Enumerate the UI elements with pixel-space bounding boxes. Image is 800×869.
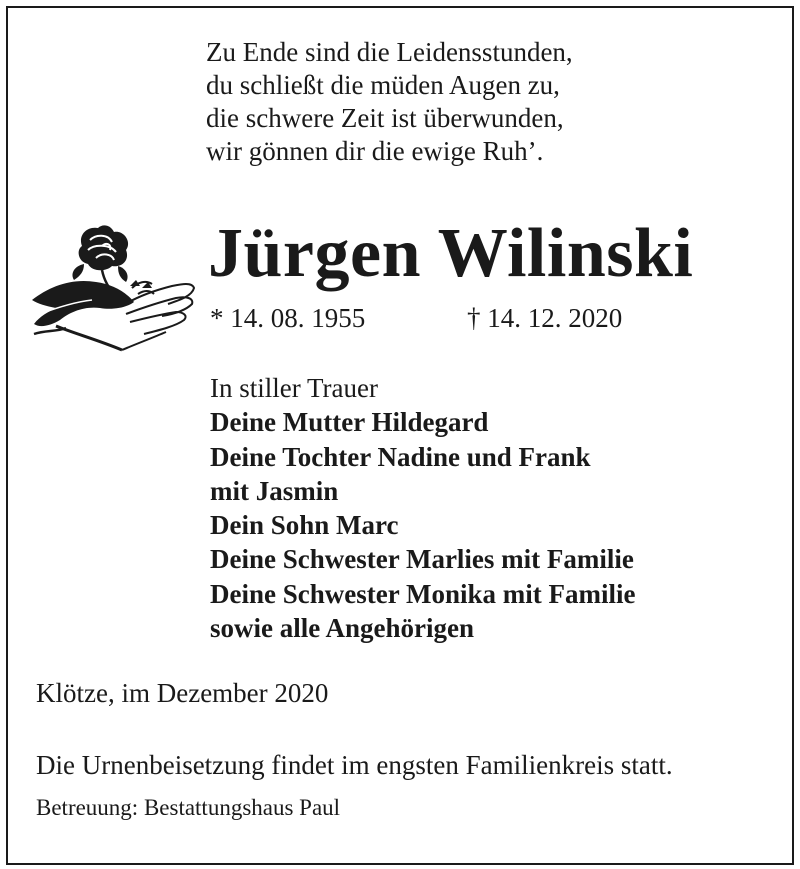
mourners-list <box>210 371 635 645</box>
death-date: † 14. 12. 2020 <box>467 303 623 333</box>
mourner: mit Jasmin <box>210 475 339 506</box>
mourner: Deine Schwester Monika mit Familie <box>210 578 636 609</box>
mourner: Deine Mutter Hildegard <box>210 407 489 438</box>
mourner: sowie alle Angehörigen <box>210 613 474 644</box>
mourner: Dein Sohn Marc <box>210 510 399 541</box>
mourners-intro: In stiller Trauer <box>210 373 378 403</box>
burial-note: Die Urnenbeisetzung findet im engsten Familienkreis statt. <box>36 750 673 780</box>
poem-line: du schließt die müden Augen zu, <box>206 70 560 100</box>
poem-line: Zu Ende sind die Leidensstunden, <box>206 37 573 67</box>
poem-line: wir gönnen dir die ewige Ruh’. <box>206 136 544 166</box>
rose-in-hands-icon <box>26 216 198 360</box>
life-dates <box>210 302 623 334</box>
birth-date: * 14. 08. 1955 <box>210 303 366 333</box>
deceased-name: Jürgen Wilinski <box>208 215 694 292</box>
undertaker-line: Betreuung: Bestattungshaus Paul <box>36 795 341 820</box>
place-and-date: Klötze, im Dezember 2020 <box>36 678 329 708</box>
poem-line: die schwere Zeit ist überwunden, <box>206 103 564 133</box>
poem <box>206 36 573 168</box>
mourner: Deine Schwester Marlies mit Familie <box>210 544 634 575</box>
mourner: Deine Tochter Nadine und Frank <box>210 441 591 472</box>
